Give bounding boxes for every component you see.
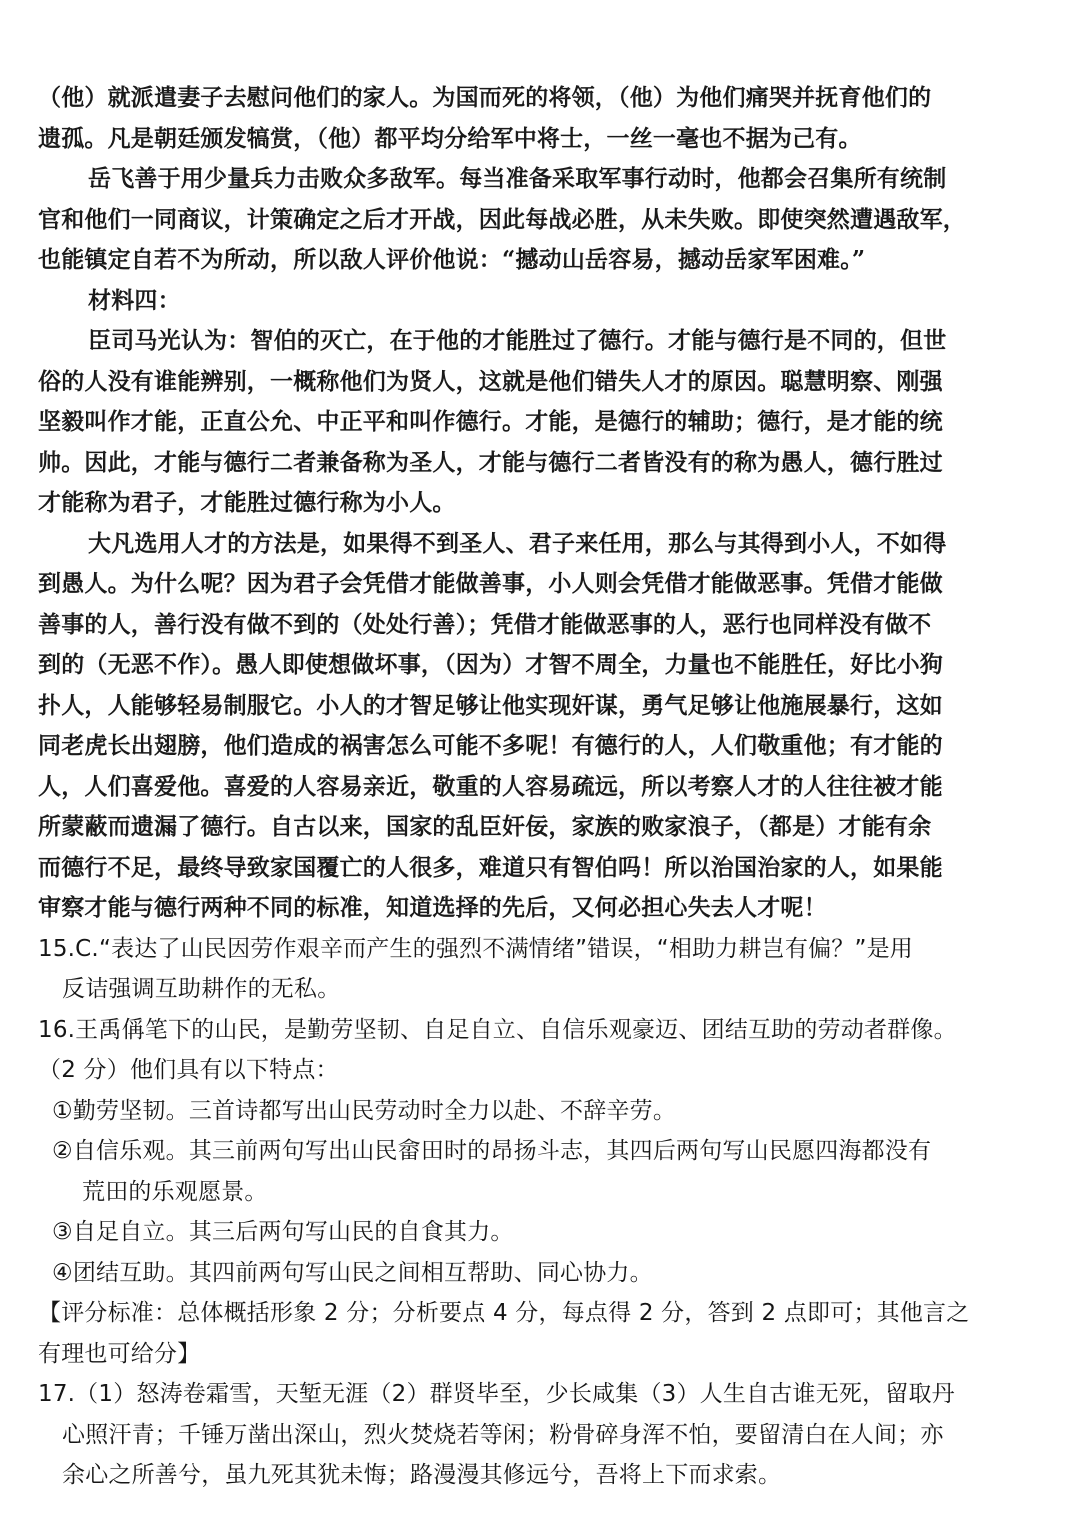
material3-line-4: 官和他们一同商议，计策确定之后才开战，因此每战必胜，从未失败。即使突然遭遇敌军， bbox=[38, 205, 966, 233]
material4-line-15: 审察才能与德行两种不同的标准，知道选择的先后，又何必担心失去人才呢！ bbox=[38, 894, 827, 921]
q17-line-2: 心照汗青；千锤万凿出深山，烈火焚烧若等闲；粉骨碎身浑不怕，要留清白在人间；亦 bbox=[62, 1421, 944, 1448]
q16-point-3: ③自足自立。其三后两句写山民的自食其力。 bbox=[52, 1219, 514, 1245]
q16-line-1: 16.王禹偁笔下的山民，是勤劳坚韧、自足自立、自信乐观豪迈、团结互助的劳动者群像。 bbox=[38, 1016, 957, 1043]
material4-line-11: 同老虎长出翅膀，他们造成的祸害怎么可能不多呢！有德行的人，人们敬重他；有才能的 bbox=[38, 732, 943, 759]
material4-line-7: 到愚人。为什么呢？因为君子会凭借才能做善事，小人则会凭借才能做恶事。凭借才能做 bbox=[38, 570, 943, 597]
q15-line-1: 15.C.“表达了山民因劳作艰辛而产生的强烈不满情绪”错误，“相助力耕岂有偏？”是用 bbox=[38, 935, 914, 962]
material4-heading: 材料四： bbox=[88, 286, 181, 314]
q16-scoring-line-1: 【评分标准：总体概括形象 2 分；分析要点 4 分，每点得 2 分，答到 2 点即可；其他言之 bbox=[38, 1300, 970, 1326]
material3-line-3: 岳飞善于用少量兵力击败众多敌军。每当准备采取军事行动时，他都会召集所有统制 bbox=[88, 165, 947, 192]
q16-line-2: （2 分）他们具有以下特点： bbox=[38, 1057, 339, 1083]
material4-line-8: 善事的人，善行没有做不到的（处处行善）；凭借才能做恶事的人，恶行也同样没有做不 bbox=[38, 610, 932, 638]
q16-point-2-cont: 荒田的乐观愿景。 bbox=[82, 1178, 268, 1205]
q15-line-2: 反诘强调互助耕作的无私。 bbox=[62, 976, 341, 1002]
q16-point-1: ①勤劳坚韧。三首诗都写出山民劳动时全力以赴、不辞辛劳。 bbox=[52, 1097, 677, 1124]
material3-line-5: 也能镇定自若不为所动，所以敌人评价他说：“撼动山岳容易，撼动岳家军困难。” bbox=[38, 246, 866, 273]
material4-line-13: 所蒙蔽而遗漏了德行。自古以来，国家的乱臣奸佞，家族的败家浪子，（都是）才能有余 bbox=[38, 813, 932, 840]
material4-line-10: 扑人，人能够轻易制服它。小人的才智足够让他实现奸谋，勇气足够让他施展暴行，这如 bbox=[38, 691, 943, 719]
q17-line-3: 余心之所善兮，虽九死其犹未悔；路漫漫其修远兮，吾将上下而求索。 bbox=[62, 1462, 782, 1488]
material4-line-6: 大凡选用人才的方法是，如果得不到圣人、君子来任用，那么与其得到小人，不如得 bbox=[88, 529, 947, 557]
material4-line-4: 帅。因此，才能与德行二者兼备称为圣人，才能与德行二者皆没有的称为愚人，德行胜过 bbox=[38, 448, 943, 476]
material4-line-3: 坚毅叫作才能，正直公允、中正平和叫作德行。才能，是德行的辅助；德行，是才能的统 bbox=[38, 408, 943, 435]
material4-line-14: 而德行不足，最终导致家国覆亡的人很多，难道只有智伯吗！所以治国治家的人，如果能 bbox=[38, 853, 943, 881]
material4-line-1: 臣司马光认为：智伯的灭亡，在于他的才能胜过了德行。才能与德行是不同的，但世 bbox=[88, 327, 947, 354]
material3-line-1: （他）就派遣妻子去慰问他们的家人。为国而死的将领，（他）为他们痛哭并抚育他们的 bbox=[38, 84, 932, 111]
q16-point-2: ②自信乐观。其三前两句写出山民畲田时的昂扬斗志，其四后两句写山民愿四海都没有 bbox=[52, 1138, 932, 1164]
material4-line-12: 人，人们喜爱他。喜爱的人容易亲近，敬重的人容易疏远，所以考察人才的人往往被才能 bbox=[38, 772, 943, 800]
material4-line-9: 到的（无恶不作）。愚人即使想做坏事，（因为）才智不周全，力量也不能胜任，好比小狗 bbox=[38, 651, 943, 678]
q16-scoring-line-2: 有理也可给分】 bbox=[38, 1340, 201, 1367]
q16-point-4: ④团结互助。其四前两句写山民之间相互帮助、同心协力。 bbox=[52, 1259, 653, 1286]
material3-line-2: 遗孤。凡是朝廷颁发犒赏，（他）都平均分给军中将士，一丝一毫也不据为己有。 bbox=[38, 124, 862, 152]
material4-line-2: 俗的人没有谁能辨别，一概称他们为贤人，这就是他们错失人才的原因。聪慧明察、刚强 bbox=[38, 367, 943, 395]
q17-line-1: 17.（1）怒涛卷霜雪，天堑无涯（2）群贤毕至，少长咸集（3）人生自古谁无死，留取丹 bbox=[38, 1381, 955, 1407]
material4-line-5: 才能称为君子，才能胜过德行称为小人。 bbox=[38, 489, 456, 516]
